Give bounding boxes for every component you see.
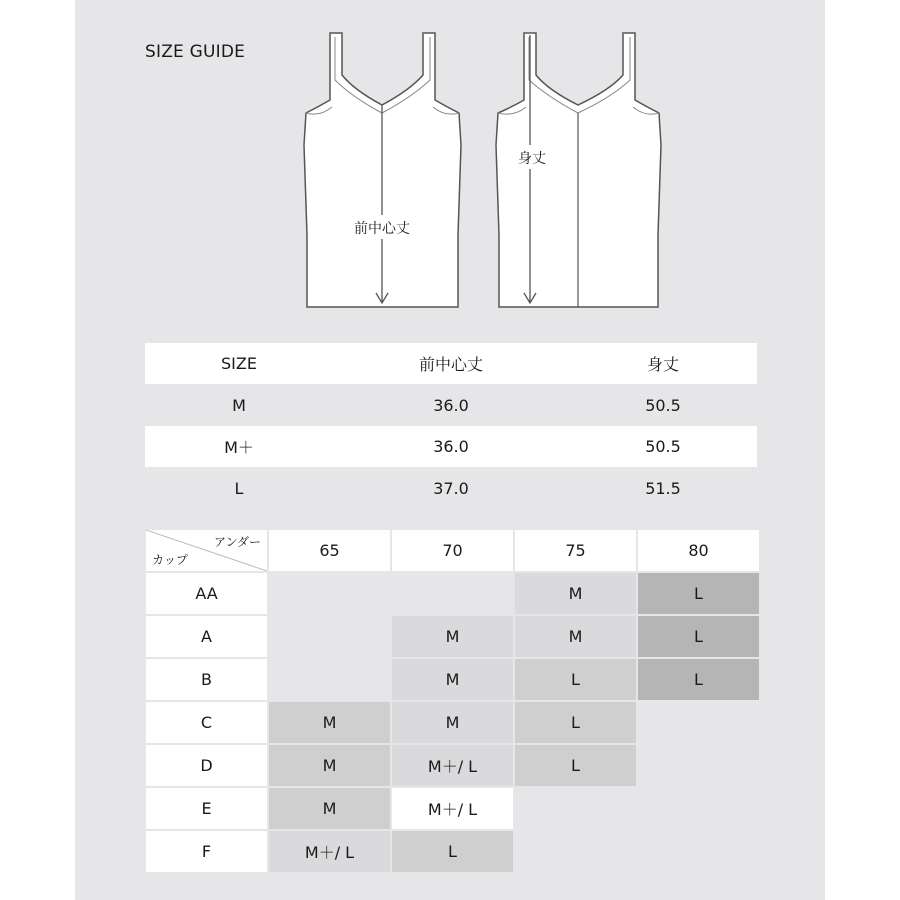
front-length-cell: 36.0 xyxy=(433,437,469,456)
size-recommendation-cell: M xyxy=(269,745,390,786)
under-bust-header: 70 xyxy=(392,530,513,571)
size-cell: M＋ xyxy=(224,438,254,457)
under-bust-label: アンダー xyxy=(213,535,261,549)
size-recommendation-cell: M xyxy=(392,659,513,700)
size-recommendation-cell: L xyxy=(638,616,759,657)
cup-row-label: C xyxy=(146,702,267,743)
under-bust-header: 80 xyxy=(638,530,759,571)
size-recommendation-cell: L xyxy=(515,702,636,743)
cup-label: カップ xyxy=(152,553,188,567)
size-table-row xyxy=(145,426,757,467)
body-length-cell: 51.5 xyxy=(645,479,681,498)
size-recommendation-cell: L xyxy=(638,659,759,700)
cup-row-label: D xyxy=(146,745,267,786)
size-recommendation-cell: M xyxy=(269,702,390,743)
header-front-length: 前中心丈 xyxy=(418,355,484,374)
header-body-length: 身丈 xyxy=(646,355,680,374)
size-recommendation-cell: M＋/ L xyxy=(392,745,513,786)
size-table-row xyxy=(145,468,757,509)
front-length-cell: 36.0 xyxy=(433,396,469,415)
size-recommendation-cell: L xyxy=(515,745,636,786)
size-recommendation-cell: M xyxy=(269,788,390,829)
cup-row-label: E xyxy=(146,788,267,829)
header-size: SIZE xyxy=(221,354,257,373)
back-tank-top-diagram xyxy=(490,25,675,315)
cup-row-label: B xyxy=(146,659,267,700)
size-cell: M xyxy=(232,396,246,415)
front-length-label: 前中心丈 xyxy=(354,221,410,237)
body-length-label: 身丈 xyxy=(518,151,546,167)
empty-cell xyxy=(392,573,513,614)
page-title: SIZE GUIDE xyxy=(145,42,246,62)
front-length-cell: 37.0 xyxy=(433,479,469,498)
size-table-row xyxy=(145,385,757,426)
under-bust-header: 75 xyxy=(515,530,636,571)
body-length-cell: 50.5 xyxy=(645,437,681,456)
size-recommendation-cell: L xyxy=(515,659,636,700)
size-recommendation-cell: M xyxy=(392,702,513,743)
under-bust-header: 65 xyxy=(269,530,390,571)
size-recommendation-cell: M＋/ L xyxy=(392,788,513,829)
body-length-cell: 50.5 xyxy=(645,396,681,415)
cup-row-label: A xyxy=(146,616,267,657)
cup-row-label: F xyxy=(146,831,267,872)
empty-cell xyxy=(269,616,390,657)
size-cell: L xyxy=(234,479,244,498)
size-recommendation-cell: L xyxy=(638,573,759,614)
front-tank-top-diagram xyxy=(290,25,475,315)
corner-header-cell xyxy=(146,530,267,571)
size-recommendation-cell: L xyxy=(392,831,513,872)
size-recommendation-cell: M xyxy=(515,573,636,614)
empty-cell xyxy=(269,573,390,614)
size-recommendation-cell: M xyxy=(515,616,636,657)
size-table-header xyxy=(145,343,757,384)
size-recommendation-cell: M＋/ L xyxy=(269,831,390,872)
cup-row-label: AA xyxy=(146,573,267,614)
size-recommendation-cell: M xyxy=(392,616,513,657)
empty-cell xyxy=(269,659,390,700)
